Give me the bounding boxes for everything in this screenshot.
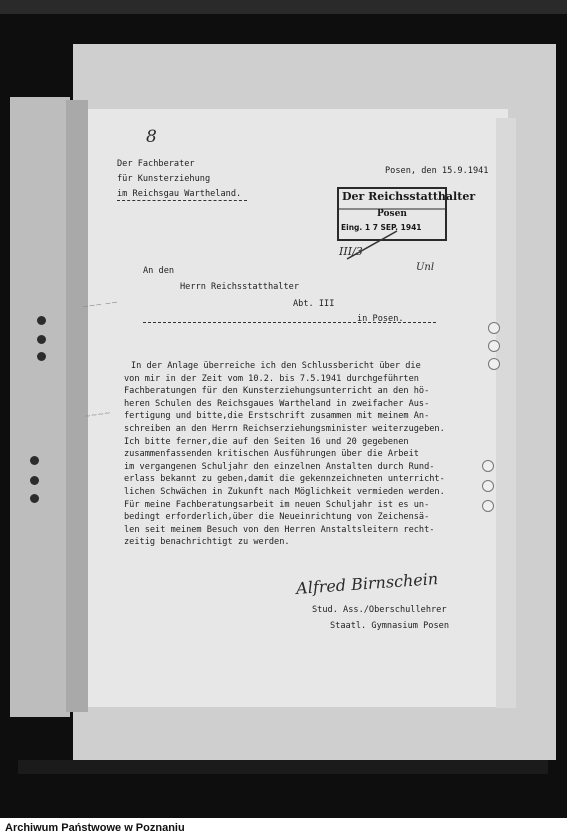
- body-line: Für meine Fachberatungsarbeit im neuen Schuljahr ist es un-: [124, 499, 430, 510]
- sender-line: im Reichsgau Wartheland.: [117, 189, 242, 199]
- margin-note: Unl: [416, 262, 435, 273]
- punch-hole: [30, 494, 39, 503]
- stamp-reference: III/3: [339, 245, 363, 258]
- signature: Alfred Birnschein: [295, 569, 439, 598]
- recipient-line: Abt. III: [293, 299, 335, 309]
- folio-number: 8: [146, 127, 157, 147]
- body-line: zeitig benachrichtigt zu werden.: [124, 537, 290, 548]
- punch-hole: [30, 456, 39, 465]
- body-line: len seit meinem Besuch von den Herren Anstaltsleitern recht-: [124, 524, 435, 535]
- body-line: von mir in der Zeit vom 10.2. bis 7.5.1941 durchgeführten: [124, 373, 419, 384]
- body-line: zusammenfassenden kritischen Ausführungen über die Arbeit: [124, 449, 419, 460]
- received-stamp: [337, 187, 476, 261]
- stamp-title: Der Reichsstatthalter: [342, 190, 476, 203]
- left-folded-strip: [10, 97, 70, 717]
- punch-hole: [37, 352, 46, 361]
- body-line: erlass bekannt zu geben,damit die gekennzeichneten unterricht-: [124, 474, 445, 485]
- punch-hole: [37, 316, 46, 325]
- recipient-line: in Posen.: [357, 314, 404, 324]
- letter-body: [124, 360, 494, 549]
- body-line: Ich bitte ferner,die auf den Seiten 16 und 20 gegebenen: [124, 436, 409, 447]
- stamp-city: Posen: [377, 209, 407, 219]
- body-line: fertigung und bitte,die Erstschrift zusammen mit meinem An-: [124, 411, 430, 422]
- body-line: schreiben an den Herrn Reichserziehungsminister weiterzugeben.: [124, 423, 445, 434]
- body-line: In der Anlage überreiche ich den Schlussbericht über die: [131, 361, 421, 371]
- punch-hole: [488, 322, 500, 334]
- body-line: Fachberatungen für den Kunsterziehungsunterricht an den hö-: [124, 386, 430, 397]
- place-date: Posen, den 15.9.1941: [385, 166, 489, 176]
- signer-title: Stud. Ass./Oberschullehrer: [312, 605, 447, 615]
- punch-hole: [37, 335, 46, 344]
- sender-line: für Kunsterziehung: [117, 174, 211, 184]
- recipient-line: Herrn Reichsstatthalter: [180, 282, 299, 292]
- sender-underline: [117, 200, 247, 201]
- left-inner-strip: [66, 100, 88, 712]
- body-line: im vergangenen Schuljahr den einzelnen Anstalten durch Rund-: [124, 461, 435, 472]
- pencil-marks: ~~~~: [83, 408, 112, 421]
- film-edge: [18, 760, 548, 774]
- recipient-line: An den: [143, 266, 175, 276]
- archive-name: Archiwum Państwowe w Poznaniu: [5, 822, 185, 834]
- page-right-edge: [496, 118, 516, 708]
- punch-hole: [488, 340, 500, 352]
- scan-top-strip: [0, 0, 567, 14]
- pencil-marks: ~~~ ~~: [81, 297, 119, 312]
- punch-hole: [30, 476, 39, 485]
- recipient-underline: [143, 322, 436, 323]
- body-line: bedingt erforderlich,über die Neueinrichtung von Zeichensä-: [124, 512, 430, 523]
- archive-footer: [0, 818, 567, 840]
- body-line: lichen Schwächen in Zukunft nach Möglichkeit vermieden werden.: [124, 486, 445, 497]
- signer-institution: Staatl. Gymnasium Posen: [330, 621, 449, 631]
- stamp-received-date: Eing. 1 7 SEP. 1941: [341, 223, 422, 232]
- sender-line: Der Fachberater: [117, 159, 195, 169]
- body-line: heren Schulen des Reichsgaues Wartheland in zweifacher Aus-: [124, 398, 430, 409]
